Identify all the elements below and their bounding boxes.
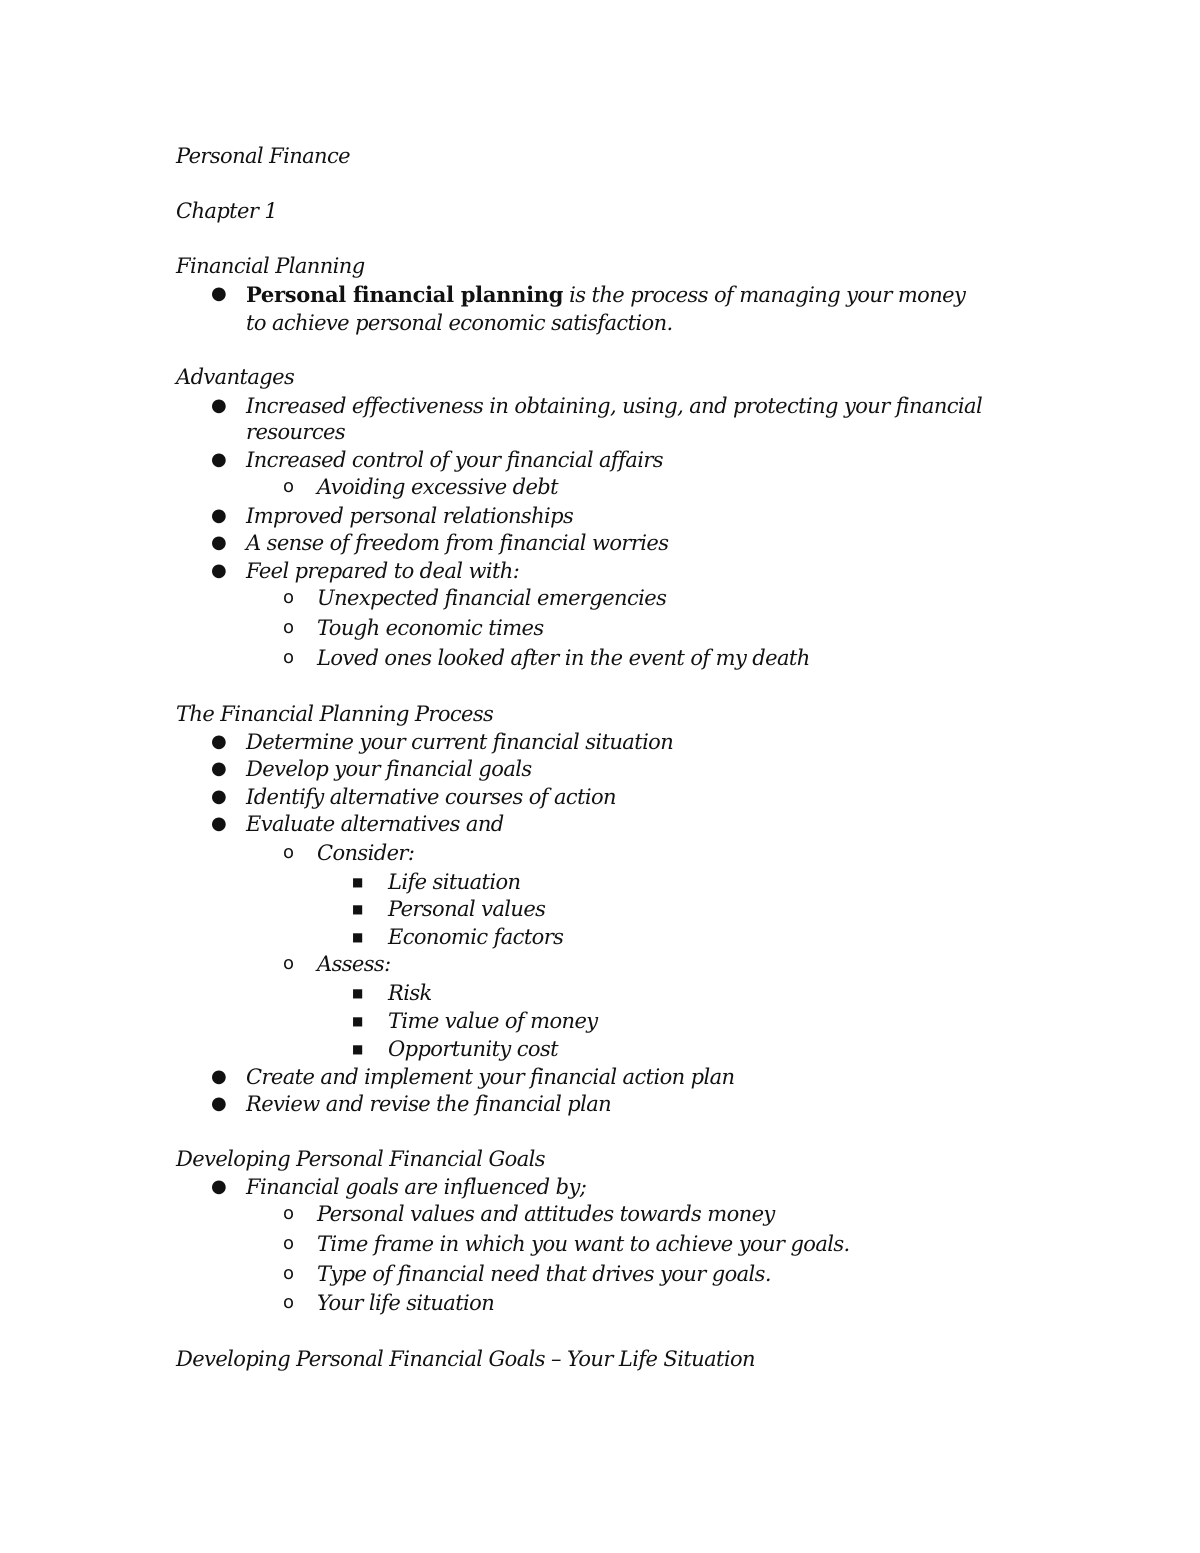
sub-sub-list-item: Risk: [388, 981, 432, 1005]
bullet-marker: ●: [211, 731, 227, 752]
bullet-marker: ●: [211, 283, 227, 304]
square-marker: ■: [352, 986, 364, 1000]
bullet-marker: ●: [211, 1066, 227, 1087]
list-item: Create and implement your financial action plan: [246, 1065, 735, 1089]
sub-list-item: Avoiding excessive debt: [317, 475, 558, 499]
circle-marker: o: [283, 842, 295, 863]
sub-list-item: Unexpected financial emergencies: [317, 586, 667, 610]
list-item: Develop your financial goals: [246, 757, 532, 781]
list-item: Review and revise the financial plan: [246, 1092, 612, 1116]
sub-sub-list-item: Economic factors: [388, 925, 564, 949]
bullet-marker: ●: [211, 786, 227, 807]
sub-list-item: Consider:: [317, 841, 415, 865]
list-item: Evaluate alternatives and: [246, 812, 504, 836]
bullet-marker: ●: [211, 395, 227, 416]
list-item-continuation: resources: [246, 420, 346, 444]
sub-list-item: Tough economic times: [317, 616, 544, 640]
sub-list-item: Your life situation: [317, 1291, 495, 1315]
circle-marker: o: [283, 647, 295, 668]
sub-list-item: Loved ones looked after in the event of my death: [317, 646, 810, 670]
circle-marker: o: [283, 617, 295, 638]
list-item: A sense of freedom from financial worries: [246, 531, 669, 555]
definition-term: Personal financial planning: [246, 282, 564, 307]
square-marker: ■: [352, 930, 364, 944]
definition-item: [246, 281, 986, 337]
list-item: Identify alternative courses of action: [246, 785, 616, 809]
sub-list-item: Time frame in which you want to achieve your goals.: [317, 1232, 850, 1256]
circle-marker: o: [283, 1292, 295, 1313]
chapter-label: Chapter 1: [176, 199, 278, 223]
sub-list-item: Assess:: [317, 952, 391, 976]
circle-marker: o: [283, 476, 295, 497]
section-heading-goals: Developing Personal Financial Goals: [176, 1147, 545, 1171]
list-item: Determine your current financial situation: [246, 730, 674, 754]
sub-sub-list-item: Time value of money: [388, 1009, 598, 1033]
bullet-marker: ●: [211, 1093, 227, 1114]
square-marker: ■: [352, 1014, 364, 1028]
bullet-marker: ●: [211, 505, 227, 526]
circle-marker: o: [283, 1203, 295, 1224]
circle-marker: o: [283, 1233, 295, 1254]
square-marker: ■: [352, 1042, 364, 1056]
list-item: Financial goals are influenced by;: [246, 1175, 587, 1199]
document-title: Personal Finance: [176, 144, 350, 168]
list-item: Feel prepared to deal with:: [246, 559, 520, 583]
bullet-marker: ●: [211, 813, 227, 834]
sub-sub-list-item: Life situation: [388, 870, 521, 894]
list-item: Improved personal relationships: [246, 504, 574, 528]
bullet-marker: ●: [211, 758, 227, 779]
circle-marker: o: [283, 1263, 295, 1284]
bullet-marker: ●: [211, 1176, 227, 1197]
circle-marker: o: [283, 587, 295, 608]
section-heading-life-situation: Developing Personal Financial Goals – Your Life Situation: [176, 1347, 755, 1371]
section-heading-financial-planning: Financial Planning: [176, 254, 365, 278]
sub-list-item: Type of financial need that drives your goals.: [317, 1262, 771, 1286]
square-marker: ■: [352, 902, 364, 916]
sub-list-item: Personal values and attitudes towards money: [317, 1202, 775, 1226]
section-heading-advantages: Advantages: [176, 365, 295, 389]
sub-sub-list-item: Personal values: [388, 897, 546, 921]
sub-sub-list-item: Opportunity cost: [388, 1037, 558, 1061]
bullet-marker: ●: [211, 449, 227, 470]
square-marker: ■: [352, 875, 364, 889]
circle-marker: o: [283, 953, 295, 974]
definition-text: is the process of managing your money to achieve personal economic satisfaction.: [246, 283, 966, 335]
bullet-marker: ●: [211, 532, 227, 553]
bullet-marker: ●: [211, 560, 227, 581]
list-item: Increased control of your financial affairs: [246, 448, 663, 472]
list-item: Increased effectiveness in obtaining, using, and protecting your financial: [246, 394, 983, 418]
section-heading-process: The Financial Planning Process: [176, 702, 494, 726]
